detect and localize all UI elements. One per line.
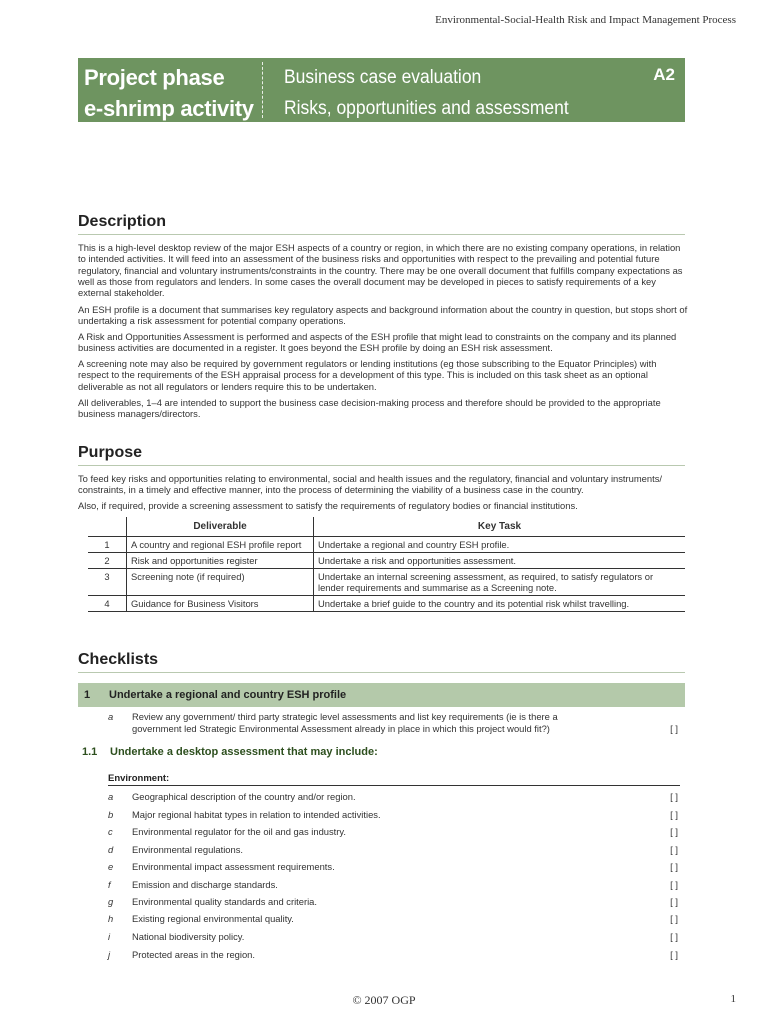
banner-activity-name: Risks, opportunities and assessment — [284, 98, 569, 119]
item-checkbox[interactable]: [ ] — [670, 826, 678, 837]
checklists-rule — [78, 672, 685, 673]
item-checkbox[interactable]: [ ] — [670, 879, 678, 890]
item-letter: d — [108, 844, 114, 855]
key-task-cell: Undertake a risk and opportunities assessment. — [314, 553, 686, 569]
environment-rule — [108, 785, 680, 786]
phase-banner — [78, 58, 685, 122]
item-checkbox[interactable]: [ ] — [670, 809, 678, 820]
item-text: Review any government/ third party strategic level assessments and list key requirements (ie is there a government led Strategic Environmental Assessment already in place in which this project would fit?) — [132, 711, 558, 734]
item-letter: i — [108, 931, 111, 942]
item-text: Major regional habitat types in relation to intended activities. — [132, 809, 381, 820]
banner-middle — [284, 62, 569, 124]
item-checkbox[interactable]: [ ] — [670, 949, 678, 960]
item-checkbox[interactable]: [ ] — [670, 913, 678, 924]
running-header: Environmental-Social-Health Risk and Impact Management Process — [435, 14, 736, 26]
description-title: Description — [78, 213, 167, 230]
item-letter: a — [108, 791, 114, 802]
table-row — [88, 596, 685, 612]
item-text: National biodiversity policy. — [132, 931, 245, 942]
row-number: 4 — [88, 596, 127, 612]
deliverables-table — [88, 517, 685, 612]
task-label: Undertake a regional and country ESH profile — [109, 689, 347, 701]
column-header-deliverable: Deliverable — [127, 517, 314, 537]
item-checkbox[interactable]: [ ] — [670, 844, 678, 855]
banner-code: A2 — [653, 65, 675, 84]
checklist-item — [108, 711, 685, 735]
description-paragraph: A Risk and Opportunities Assessment is performed and aspects of the ESH profile that might lead to constraints on the company and its planned business activities are documented in a register. It goes beyond the ESH profile by doing an ESH risk assessment. — [78, 331, 677, 354]
task-number: 1 — [84, 689, 91, 701]
deliverable-cell: Guidance for Business Visitors — [127, 596, 314, 612]
item-letter: c — [108, 826, 113, 837]
page-number: 1 — [730, 993, 736, 1005]
table-row — [88, 569, 685, 596]
column-header-key-task: Key Task — [314, 517, 686, 537]
item-text: Existing regional environmental quality. — [132, 913, 294, 924]
banner-divider — [262, 62, 263, 118]
item-letter: j — [108, 949, 111, 960]
item-checkbox[interactable]: [ ] — [670, 791, 678, 802]
deliverable-cell: Risk and opportunities register — [127, 553, 314, 569]
item-text: Emission and discharge standards. — [132, 879, 278, 890]
description-paragraph: All deliverables, 1–4 are intended to support the business case decision-making process and therefore should be provided to the appropriate business managers/directors. — [78, 397, 661, 420]
item-letter: h — [108, 913, 114, 924]
banner-left — [84, 62, 264, 124]
description-paragraph: An ESH profile is a document that summarises key regulatory aspects and background information about the country in question, but stops short of undertaking a risk assessment for potential company operations. — [78, 304, 688, 327]
item-text: Environmental regulations. — [132, 844, 243, 855]
table-row — [88, 553, 685, 569]
item-checkbox[interactable]: [ ] — [670, 931, 678, 942]
banner-phase-name: Business case evaluation — [284, 67, 482, 88]
row-number: 1 — [88, 537, 127, 553]
deliverable-cell: A country and regional ESH profile report — [127, 537, 314, 553]
item-letter: g — [108, 896, 114, 907]
task-bar — [78, 683, 685, 707]
banner-project-phase: Project phase — [84, 65, 225, 90]
key-task-cell: Undertake a brief guide to the country and its potential risk whilst travelling. — [314, 596, 686, 612]
purpose-rule — [78, 465, 685, 466]
description-rule — [78, 234, 685, 235]
table-row — [88, 537, 685, 553]
footer-copyright: © 2007 OGP — [352, 993, 416, 1007]
column-header-number — [88, 517, 127, 537]
environment-label: Environment: — [108, 773, 170, 784]
key-task-cell: Undertake a regional and country ESH profile. — [314, 537, 686, 553]
subtask-number: 1.1 — [82, 746, 98, 758]
item-letter: b — [108, 809, 114, 820]
row-number: 2 — [88, 553, 127, 569]
checklists-title: Checklists — [78, 651, 159, 668]
item-checkbox[interactable]: [ ] — [670, 861, 678, 872]
deliverable-cell: Screening note (if required) — [127, 569, 314, 596]
purpose-title: Purpose — [78, 444, 143, 461]
item-checkbox[interactable]: [ ] — [670, 723, 678, 734]
item-text: Environmental regulator for the oil and gas industry. — [132, 826, 347, 837]
item-text: Geographical description of the country and/or region. — [132, 791, 356, 802]
subtask-label: Undertake a desktop assessment that may include: — [110, 746, 378, 758]
purpose-paragraph: To feed key risks and opportunities relating to environmental, social and health issues and the regulatory, financial and voluntary instruments/ constraints, in a timely and effective manner, into the process of determining the viability of a business case in the country. — [78, 473, 663, 496]
item-text: Environmental quality standards and criteria. — [132, 896, 317, 907]
item-letter: f — [108, 879, 111, 890]
key-task-cell: Undertake an internal screening assessment, as required, to satisfy regulators or lender requirements and summarise as a Screening note. — [314, 569, 686, 596]
banner-activity: e-shrimp activity — [84, 96, 254, 121]
description-paragraph: A screening note may also be required by government regulators or lending institutions (eg those subscribing to the Equator Principles) with respect to the requirements of the ESH appraisal process for a development of this type. This is included on this task sheet as an optional deliverable as not all regulators or lenders require this to be undertaken. — [78, 358, 657, 392]
purpose-paragraph: Also, if required, provide a screening assessment to satisfy the requirements of regulatory bodies or financial institutions. — [78, 500, 578, 511]
item-text: Environmental impact assessment requirements. — [132, 861, 335, 872]
description-paragraph: This is a high-level desktop review of the major ESH aspects of a country or region, in which there are no existing company operations, in relation to intended activities. It will feed into an assessment of the business risks and opportunities with respect to the prevailing and potential future regulatory, financial and voluntary instruments/constraints in the country. There may be one overall document that fulfills company expectations as well as those from regulators and lenders. In some cases the overall document may be developed in pieces to satisfy requirements of a key external stakeholder. — [78, 242, 683, 299]
row-number: 3 — [88, 569, 127, 596]
item-checkbox[interactable]: [ ] — [670, 896, 678, 907]
item-text: Protected areas in the region. — [132, 949, 255, 960]
item-letter: e — [108, 861, 114, 872]
table-header-row — [88, 517, 685, 537]
item-letter: a — [108, 711, 114, 722]
